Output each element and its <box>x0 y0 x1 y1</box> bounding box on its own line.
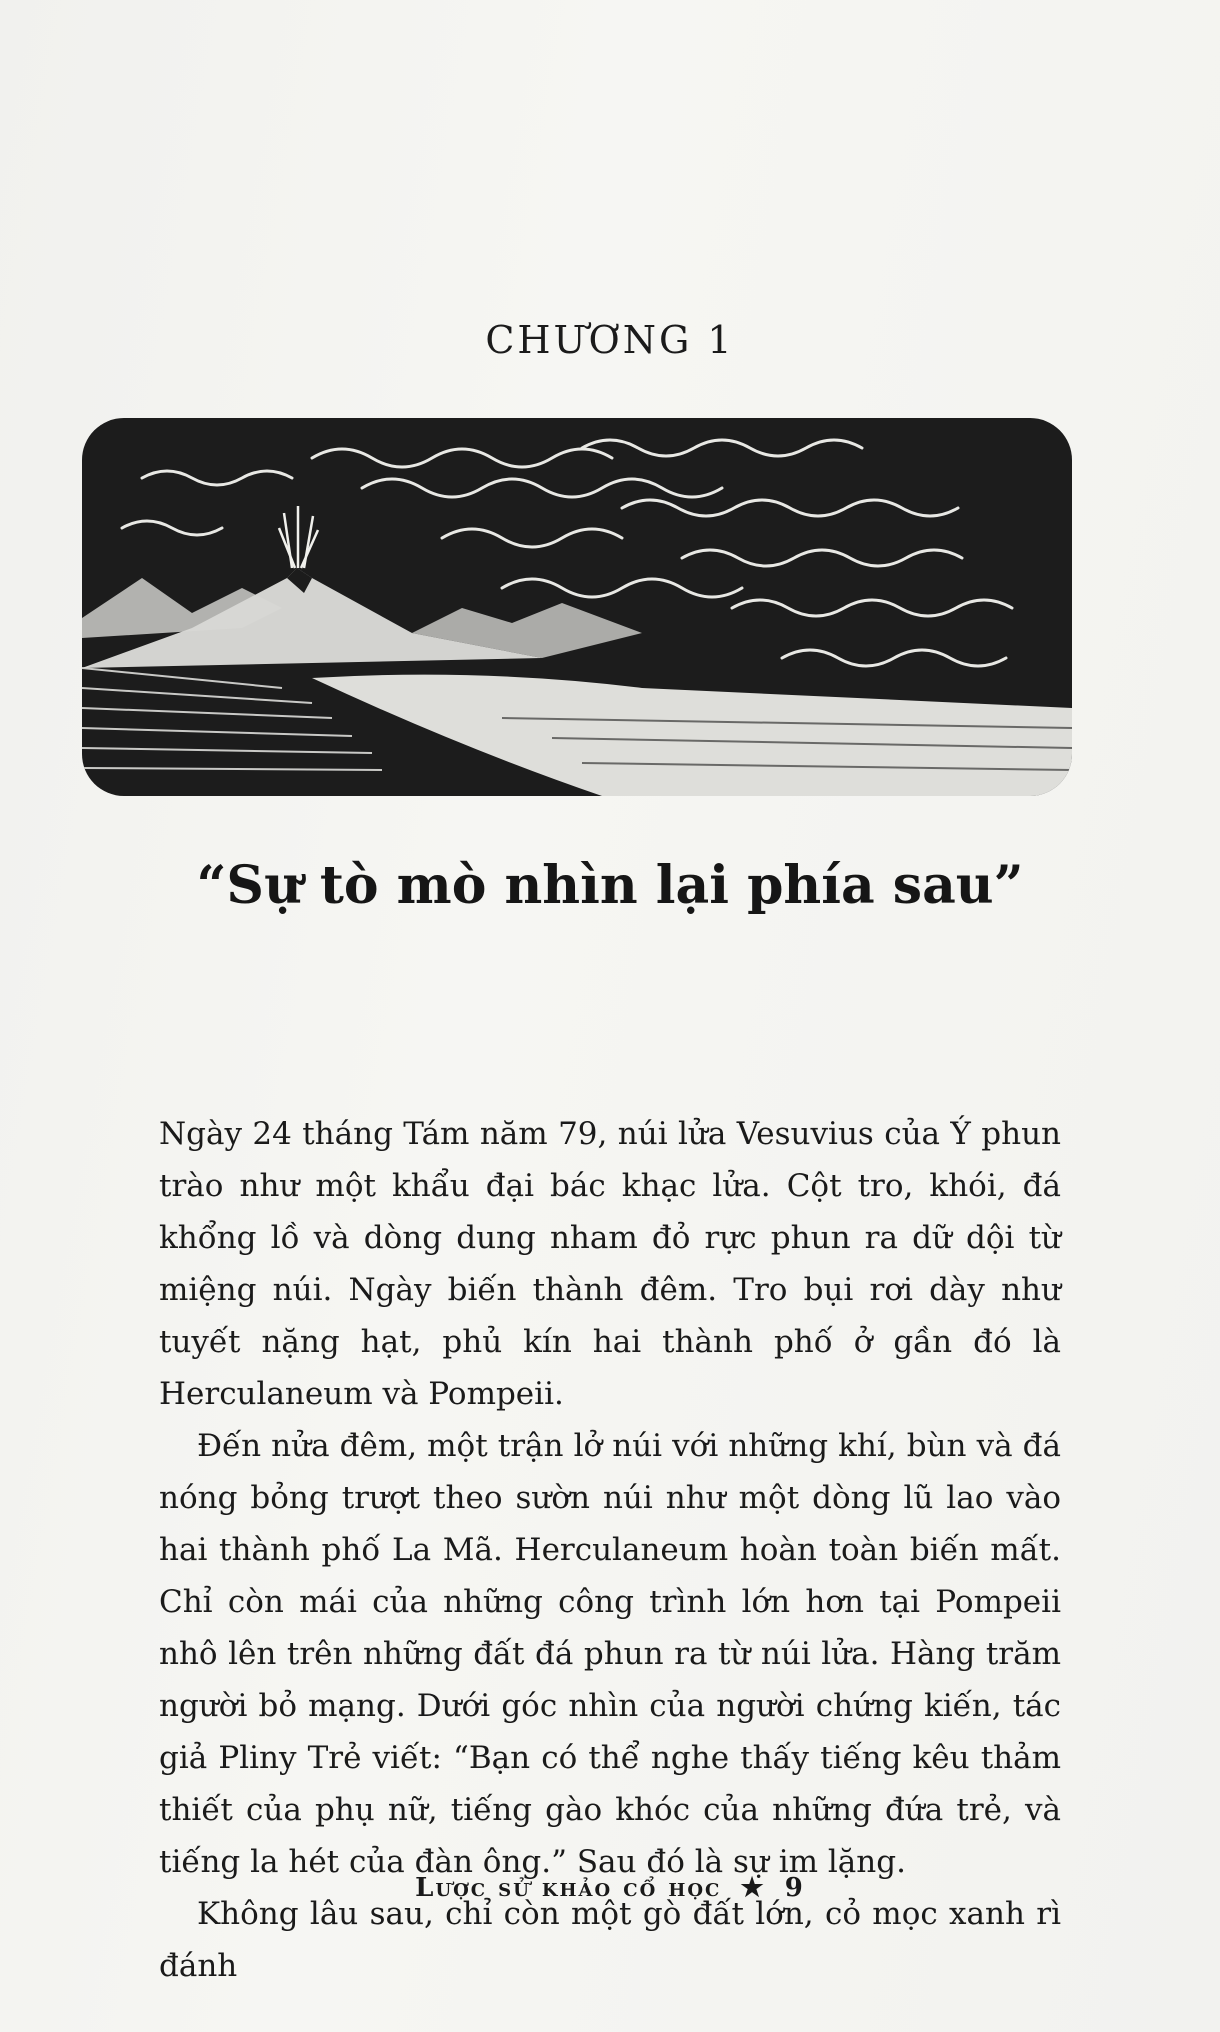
running-footer <box>0 1873 1220 1903</box>
chapter-heading: CHƯƠNG 1 <box>485 318 735 362</box>
paragraph-3: Không lâu sau, chỉ còn một gò đất lớn, cỏ mọc xanh rì đánh <box>159 1896 1061 1984</box>
paragraph-1: Ngày 24 tháng Tám năm 79, núi lửa Vesuvius của Ý phun trào như một khẩu đại bác khạc lửa. Cột tro, khói, đá khổng lồ và dòng dung nham đỏ rực phun ra dữ dội từ miệng núi. Ngày biến thành đêm. Tro bụi rơi dày như tuyết nặng hạt, phủ kín hai thành phố ở gần đó là Herculaneum và Pompeii. <box>159 1116 1061 1412</box>
show-through-text <box>190 168 1090 216</box>
paragraph-2: Đến nửa đêm, một trận lở núi với những khí, bùn và đá nóng bỏng trượt theo sườn núi như một dòng lũ lao vào hai thành phố La Mã. Herculaneum hoàn toàn biến mất. Chỉ còn mái của những công trình lớn hơn tại Pompeii nhô lên trên những đất đá phun ra từ núi lửa. Hàng trăm người bỏ mạng. Dưới góc nhìn của người chứng kiến, tác giả Pliny Trẻ viết: “Bạn có thể nghe thấy tiếng kêu thảm thiết của phụ nữ, tiếng gào khóc của những đứa trẻ, và tiếng la hét của đàn ông.” Sau đó là sự im lặng. <box>159 1428 1061 1880</box>
body-text <box>159 1108 1061 1992</box>
volcano-woodcut-illustration <box>82 418 1072 796</box>
chapter-title: “Sự tò mò nhìn lại phía sau” <box>196 855 1024 916</box>
star-icon: ★ <box>740 1873 766 1903</box>
page-number: 9 <box>784 1873 805 1903</box>
book-title: Lược sử khảo cổ học <box>415 1873 722 1903</box>
